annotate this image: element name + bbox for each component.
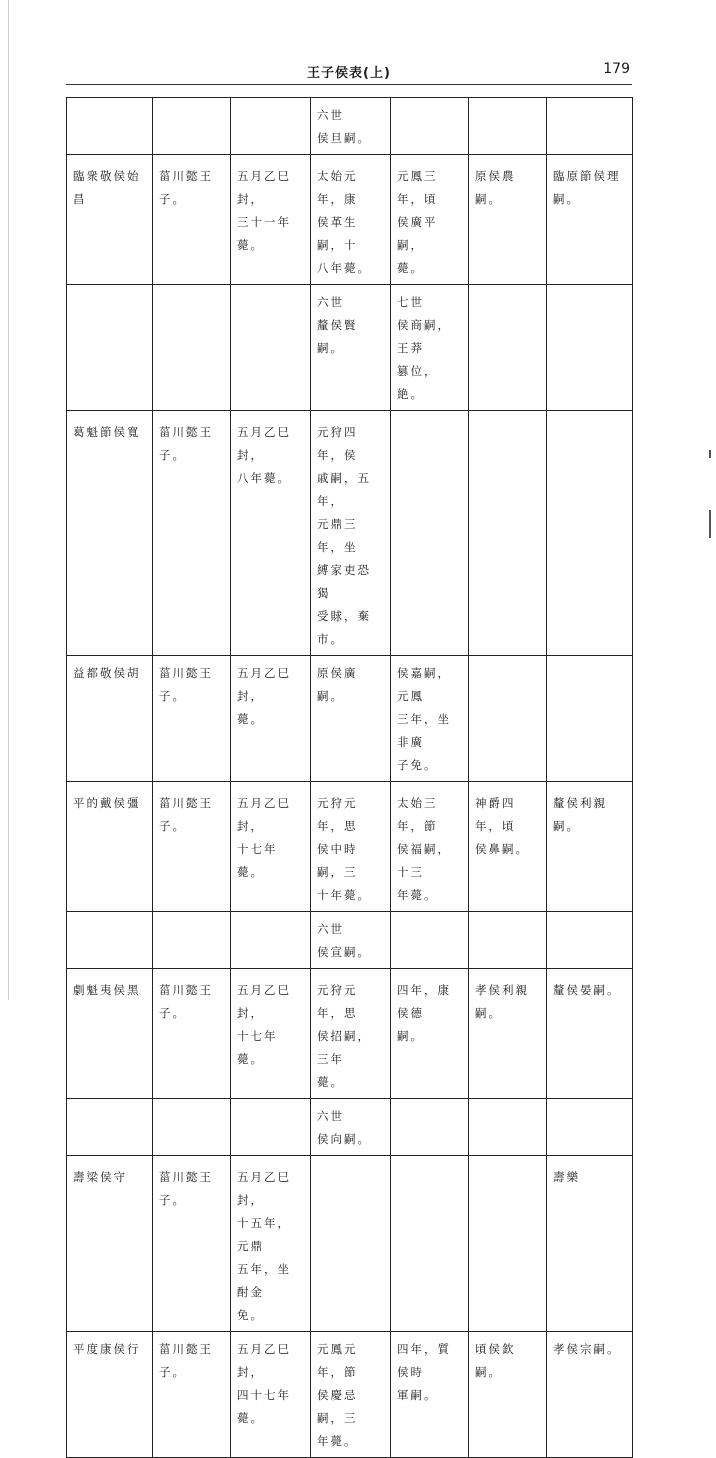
table-row <box>67 411 633 656</box>
table-cell <box>311 782 391 912</box>
table-cell <box>469 285 547 411</box>
table-cell <box>391 155 469 285</box>
cell-text: 太始三年，節 侯福嗣，十三 年薨。 <box>397 796 451 902</box>
cell-text: 四年，質侯時 軍嗣。 <box>397 1342 451 1402</box>
page-number: 179 <box>603 61 630 77</box>
table-cell <box>67 98 153 155</box>
table-cell <box>469 411 547 656</box>
table-cell <box>153 98 231 155</box>
genealogy-table <box>66 97 633 1458</box>
cell-text: 五月乙巳封， 十七年薨。 <box>237 983 291 1066</box>
table-cell <box>231 155 311 285</box>
table-cell <box>311 1099 391 1156</box>
cell-text: 七世 侯商嗣，王莽 篡位，絶。 <box>397 295 451 401</box>
table-cell <box>391 656 469 782</box>
table-cell <box>391 98 469 155</box>
cell-text: 益都敬侯胡 <box>73 666 141 680</box>
table-cell <box>311 912 391 969</box>
table-cell <box>311 656 391 782</box>
table-cell <box>231 656 311 782</box>
cell-text: 原侯農嗣。 <box>475 169 516 206</box>
table-row <box>67 782 633 912</box>
cell-text: 臨原節侯理 嗣。 <box>553 169 621 206</box>
cell-text: 平度康侯行 <box>73 1342 141 1356</box>
table-cell <box>231 782 311 912</box>
table-cell <box>391 1156 469 1332</box>
header-rule <box>66 84 632 85</box>
table-cell <box>67 782 153 912</box>
table-cell <box>547 98 633 155</box>
table-cell <box>469 155 547 285</box>
table-cell <box>231 1099 311 1156</box>
scan-mark <box>709 450 711 458</box>
cell-text: 壽樂 <box>553 1170 580 1184</box>
table-cell <box>311 969 391 1099</box>
table-cell <box>67 411 153 656</box>
table-cell <box>231 969 311 1099</box>
table-cell <box>311 155 391 285</box>
table-row <box>67 1099 633 1156</box>
scan-mark <box>709 510 711 538</box>
table-cell <box>311 1156 391 1332</box>
cell-text: 五月乙巳封， 薨。 <box>237 666 291 726</box>
table-cell <box>153 969 231 1099</box>
table-cell <box>469 1332 547 1458</box>
cell-text: 菑川懿王子。 <box>159 425 213 462</box>
table-cell <box>311 1332 391 1458</box>
cell-text: 孝侯宗嗣。 <box>553 1342 621 1356</box>
table-cell <box>547 1156 633 1332</box>
table-cell <box>153 1332 231 1458</box>
cell-text: 侯嘉嗣，元鳳 三年，坐非廣 子免。 <box>397 666 451 772</box>
running-title: 王子侯表(上) <box>307 66 391 81</box>
table-cell <box>469 98 547 155</box>
table-cell <box>67 969 153 1099</box>
cell-text: 菑川懿王子。 <box>159 169 213 206</box>
table-row <box>67 656 633 782</box>
table-cell <box>231 912 311 969</box>
cell-text: 釐侯利親嗣。 <box>553 796 607 833</box>
table-cell <box>547 411 633 656</box>
cell-text: 葛魁節侯寬 <box>73 425 141 439</box>
table-cell <box>547 969 633 1099</box>
table-cell <box>547 656 633 782</box>
table-cell <box>67 285 153 411</box>
cell-text: 菑川懿王子。 <box>159 1170 213 1207</box>
table-cell <box>469 912 547 969</box>
cell-text: 六世 侯向嗣。 <box>317 1109 371 1146</box>
table-cell <box>67 656 153 782</box>
table-cell <box>547 285 633 411</box>
table-cell <box>153 656 231 782</box>
cell-text: 元狩四年，侯 戚嗣，五年， 元鼎三年，坐 縛家吏恐猲 受賕，棄市。 <box>317 425 371 646</box>
table-cell <box>67 1332 153 1458</box>
table-cell <box>311 285 391 411</box>
cell-text: 五月乙巳封， 八年薨。 <box>237 425 291 485</box>
table-cell <box>469 1099 547 1156</box>
cell-text: 六世 侯宣嗣。 <box>317 922 371 959</box>
table-cell <box>469 782 547 912</box>
table-cell <box>547 782 633 912</box>
cell-text: 元鳳三年，頃 侯廣平嗣， 薨。 <box>397 169 438 275</box>
table-cell <box>153 155 231 285</box>
cell-text: 元鳳元年，節 侯慶忌嗣，三 年薨。 <box>317 1342 358 1448</box>
table-cell <box>547 155 633 285</box>
cell-text: 孝侯利親嗣。 <box>475 983 529 1020</box>
cell-text: 神爵四年，頃 侯鼻嗣。 <box>475 796 529 856</box>
table-cell <box>311 98 391 155</box>
table-row <box>67 1332 633 1458</box>
table-cell <box>311 411 391 656</box>
cell-text: 劇魁夷侯黑 <box>73 983 141 997</box>
table-row <box>67 98 633 155</box>
table-row <box>67 155 633 285</box>
table-cell <box>153 411 231 656</box>
table-cell <box>231 98 311 155</box>
cell-text: 平的戴侯彊 <box>73 796 141 810</box>
table-cell <box>469 969 547 1099</box>
table-cell <box>67 155 153 285</box>
cell-text: 六世 釐侯賢嗣。 <box>317 295 358 355</box>
cell-text: 臨衆敬侯始昌 <box>73 169 141 206</box>
table-cell <box>391 782 469 912</box>
table-cell <box>547 1099 633 1156</box>
cell-text: 元狩元年，思 侯中時嗣，三 十年薨。 <box>317 796 371 902</box>
cell-text: 太始元年，康 侯革生嗣，十 八年薨。 <box>317 169 371 275</box>
table-cell <box>547 1332 633 1458</box>
table-cell <box>153 782 231 912</box>
table-row <box>67 285 633 411</box>
table-cell <box>391 1099 469 1156</box>
cell-text: 五月乙巳封， 十五年，元鼎 五年，坐酎金 免。 <box>237 1170 291 1322</box>
table-cell <box>153 285 231 411</box>
cell-text: 釐侯晏嗣。 <box>553 983 621 997</box>
page-edge-line <box>8 0 9 1000</box>
table-cell <box>391 1332 469 1458</box>
running-header <box>66 62 632 82</box>
cell-text: 菑川懿王子。 <box>159 796 213 833</box>
table-cell <box>469 1156 547 1332</box>
cell-text: 菑川懿王子。 <box>159 1342 213 1379</box>
table-cell <box>231 411 311 656</box>
table-cell <box>391 411 469 656</box>
table-row <box>67 1156 633 1332</box>
table-cell <box>67 912 153 969</box>
table-cell <box>153 1156 231 1332</box>
table-cell <box>67 1156 153 1332</box>
table-cell <box>67 1099 153 1156</box>
cell-text: 元狩元年，思 侯招嗣，三年 薨。 <box>317 983 371 1089</box>
table-cell <box>391 912 469 969</box>
cell-text: 五月乙巳封， 四十七年薨。 <box>237 1342 291 1425</box>
cell-text: 菑川懿王子。 <box>159 666 213 703</box>
table-cell <box>547 912 633 969</box>
table-cell <box>153 1099 231 1156</box>
cell-text: 頃侯欽嗣。 <box>475 1342 516 1379</box>
cell-text: 五月乙巳封， 十七年薨。 <box>237 796 291 879</box>
table-row <box>67 912 633 969</box>
cell-text: 原侯廣嗣。 <box>317 666 358 703</box>
table-cell <box>391 969 469 1099</box>
table-cell <box>231 1156 311 1332</box>
cell-text: 六世 侯旦嗣。 <box>317 108 371 145</box>
table-cell <box>231 1332 311 1458</box>
cell-text: 四年，康侯德 嗣。 <box>397 983 451 1043</box>
table-cell <box>231 285 311 411</box>
cell-text: 五月乙巳封， 三十一年薨。 <box>237 169 291 252</box>
table-row <box>67 969 633 1099</box>
cell-text: 菑川懿王子。 <box>159 983 213 1020</box>
table-cell <box>391 285 469 411</box>
cell-text: 壽梁侯守 <box>73 1170 127 1184</box>
table-cell <box>469 656 547 782</box>
table-cell <box>153 912 231 969</box>
